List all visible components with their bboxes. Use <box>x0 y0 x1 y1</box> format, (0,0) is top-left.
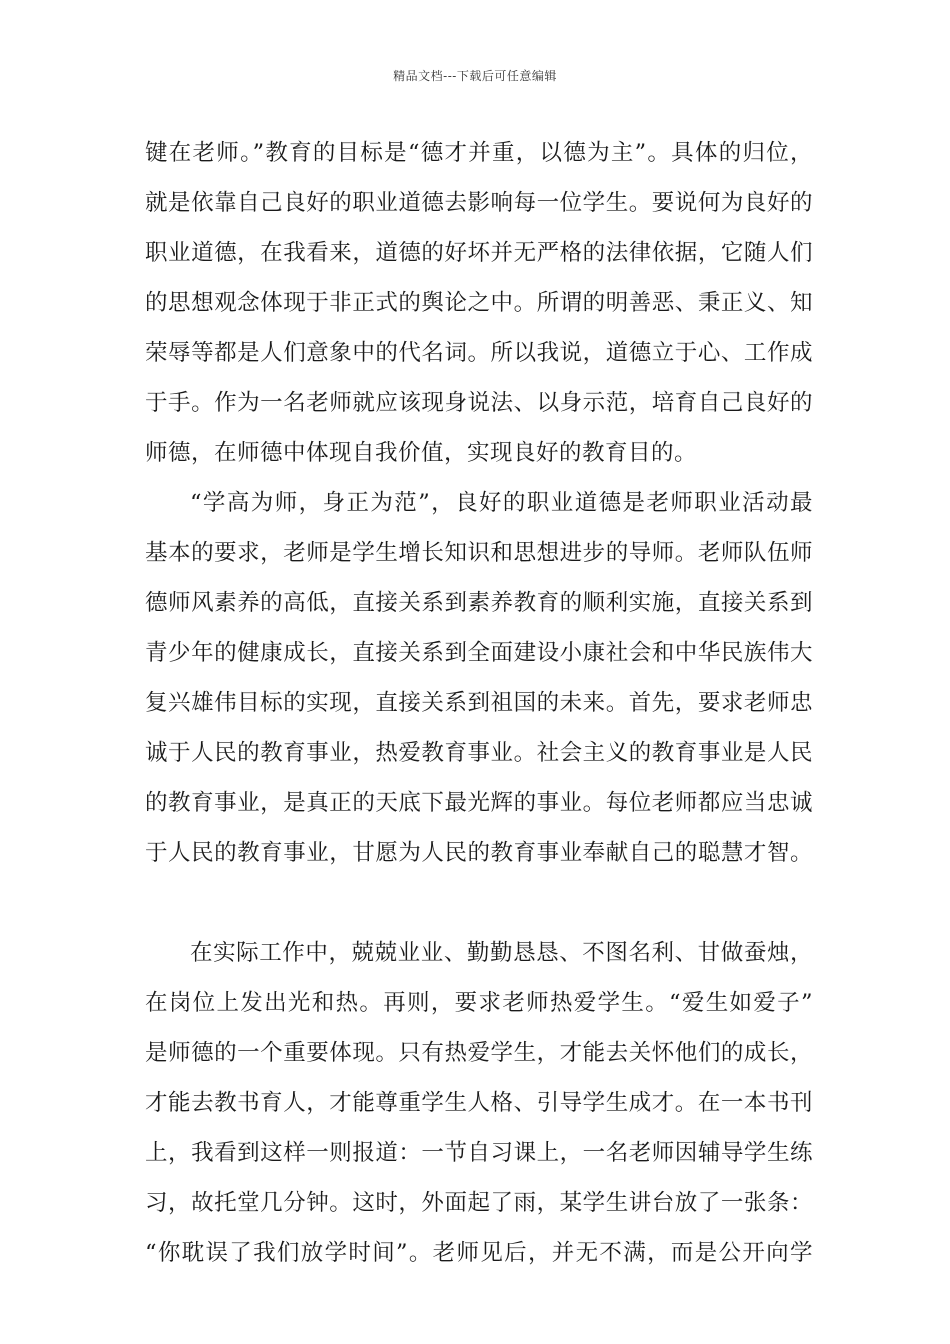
text-line: 师德，在师德中体现自我价值，实现良好的教育目的。 <box>145 440 698 466</box>
text-line: “学高为师，身正为范”，良好的职业道德是老师职业活动最 <box>190 490 813 516</box>
paragraph <box>145 928 813 1278</box>
page-header: 精品文档---下载后可任意编辑 <box>393 69 557 83</box>
text-line: 德师风素养的高低，直接关系到素养教育的顺利实施，直接关系到 <box>145 590 813 616</box>
text-line: 荣辱等都是人们意象中的代名词。所以我说，道德立于心、工作成 <box>145 340 813 366</box>
paragraph <box>145 478 813 928</box>
text-line <box>145 878 813 928</box>
text-line: 复兴雄伟目标的实现，直接关系到祖国的未来。首先，要求老师忠 <box>145 690 813 716</box>
paragraph <box>145 128 813 478</box>
text-line: 就是依靠自己良好的职业道德去影响每一位学生。要说何为良好的 <box>145 190 813 216</box>
text-line: 习，故托堂几分钟。这时，外面起了雨，某学生讲台放了一张条： <box>145 1190 813 1216</box>
text-line: 在岗位上发出光和热。再则，要求老师热爱学生。“爱生如爱子” <box>145 990 813 1016</box>
text-line: 于人民的教育事业，甘愿为人民的教育事业奉献自己的聪慧才智。 <box>145 840 813 866</box>
text-line: 在实际工作中，兢兢业业、勤勤恳恳、不图名利、甘做蚕烛， <box>190 940 813 966</box>
text-line: 基本的要求，老师是学生增长知识和思想进步的导师。老师队伍师 <box>145 540 813 566</box>
text-line: 青少年的健康成长，直接关系到全面建设小康社会和中华民族伟大 <box>145 640 813 666</box>
text-line: “你耽误了我们放学时间”。老师见后，并无不满，而是公开向学 <box>145 1240 813 1266</box>
text-line: 的教育事业，是真正的天底下最光辉的事业。每位老师都应当忠诚 <box>145 790 813 816</box>
text-line: 键在老师。”教育的目标是“德才并重，以德为主”。具体的归位， <box>145 140 813 166</box>
text-line: 上，我看到这样一则报道：一节自习课上，一名老师因辅导学生练 <box>145 1140 813 1166</box>
text-line: 才能去教书育人，才能尊重学生人格、引导学生成才。在一本书刊 <box>145 1090 813 1116</box>
text-line: 诚于人民的教育事业，热爱教育事业。社会主义的教育事业是人民 <box>145 740 813 766</box>
text-line: 是师德的一个重要体现。只有热爱学生，才能去关怀他们的成长， <box>145 1040 813 1066</box>
text-line: 职业道德，在我看来，道德的好坏并无严格的法律依据，它随人们 <box>145 240 813 266</box>
text-line: 于手。作为一名老师就应该现身说法、以身示范，培育自己良好的 <box>145 390 813 416</box>
document-body <box>145 128 813 1278</box>
text-line: 的思想观念体现于非正式的舆论之中。所谓的明善恶、秉正义、知 <box>145 290 813 316</box>
